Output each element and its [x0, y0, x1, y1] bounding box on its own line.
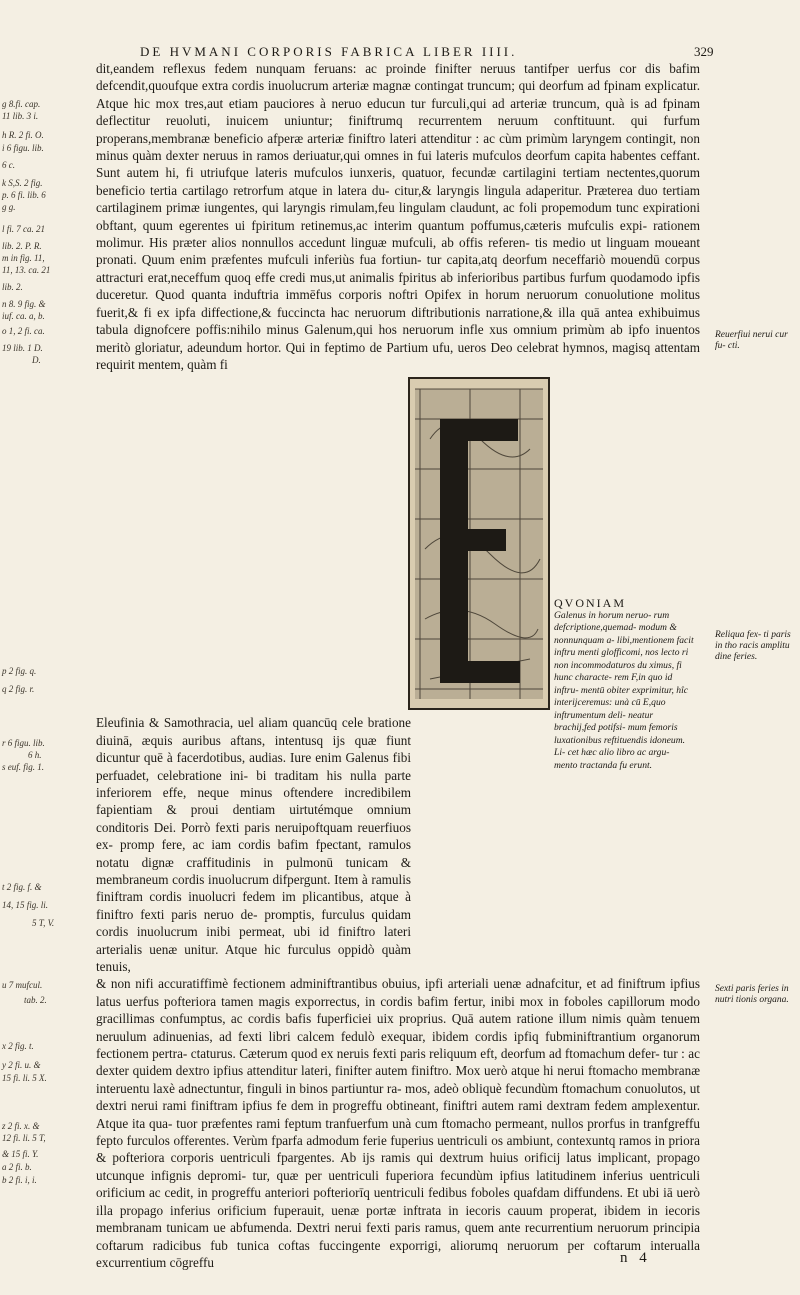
left-note: 5 T, V.	[32, 918, 55, 928]
left-note: i 6 figu. lib.	[2, 143, 44, 153]
left-note: 12 fi. li. 5 T,	[2, 1133, 46, 1143]
left-note: u 7 mufcul.	[2, 980, 43, 990]
left-note: tab. 2.	[24, 995, 47, 1005]
left-note: D.	[32, 355, 41, 365]
right-note: Sexti paris feries in nutri tionis organa.	[715, 984, 789, 1005]
left-note: p 2 fig. q.	[2, 666, 37, 676]
paragraph: dit,eandem reflexus fedem nunquam feruans: ac proinde finifter neruus tantifper uerfus cor dis bafim defcendit,quoufque extra cordis inuolucrum arteriæ magnæ contingat truncum; qui deorfum ad fpinam explicatur. Atque hic mox tres,aut etiam pauciores à neruo educun tur furculi,qui ad arteriæ truncum, quà is ad fpinam deflectitur reuoluti, inuicem uniuntur; finiftrumq recurrentem neruum conftituunt. qui furfum properans,membranæ beneficio afperæ arteriæ finiftro lateri attenditur : ac cùm primùm laryngem contingit, non minus quàm dexter neruus in ramos deriuatur,qui omnes in fui lateris mufculos deorfum capita habentes ceffant. Sunt autem hi, fi utriufque lateris mufculos iunxeris, quatuor, fecundæ cartilagini tertiam nectentes,quorum beneficio tertia cartilago retrorfum atque in latera du- citur,& laryngis lingula adaperitur. Præterea duo tertiam cartilaginem primæ iungentes, qui laryngis rimulam,feu lingulam claudunt, ac foli propemodum tunc expirationi obftant, quum egerentes ui fpiritum retinemus,ac interim quantum poffumus,cæteris mufculis expi- rationem molimur. His præter alios nonnullos accedunt linguæ mufculi, ab offis referen- tis medio ut linguam moueant pronati. Quum enim præfentes mufculi inferiùs fua fortiun- tur capita,atq deorfum neceffariò mouendū corpus attracturi erat,neceffum quoq effe credi mus,ut animalis fpiritus ab inferioribus partibus furfum quodamodo ipfis duceretur. Quod quanta induftria immēfus corporis noftri Opifex in horum neruorum conuolutione molitus fuerit,& fi ex ipfa diffectione,& fuccincta hac neruorum diftributionis narratione,& illa quā antea exhibuimus tabula dignofcere poffis:nihilo minus Galenum,qui hos neruorum infle xus omnium primùm ab ipfo inuentos meritò gloriatur, adeundum hortor. Qui in feptimo de Partium ufu, ueros Deo celebrat hymnos, magisq attentam requirit mentem, quàm fi	[96, 61, 700, 372]
left-note: b 2 fi. i, i.	[2, 1175, 37, 1185]
page-number: 329	[694, 44, 714, 59]
signature-mark: n 4	[620, 1250, 651, 1266]
left-note: & 15 fi. Y.	[2, 1149, 39, 1159]
left-note: g 8.fi. cap.	[2, 99, 41, 109]
left-note: r 6 figu. lib.	[2, 738, 45, 748]
left-note: y 2 fi. u. &	[2, 1060, 41, 1070]
left-note: s euf. fig. 1.	[2, 762, 44, 772]
initial-caption	[554, 597, 694, 772]
left-note: m in fig. 11,	[2, 253, 45, 263]
left-note: k S,S. 2 fig.	[2, 178, 43, 188]
left-note: t 2 fig. f. &	[2, 882, 42, 892]
paragraph: & non nifi accuratiffimè fectionem adminiftrantibus obuius, ipfi arteriali uenæ adnafcitur, et ad finiftrum ipfius latus uerfus pofteriora tamen magis exporrectus, in cordis bafim fertur, inibi mox in foboles capillorum modo gracillimas confumptus, ac cordis bafis fuperficiei uix proprius. Quā autem ratione illum nimis quàm tenuem neruulum adinuenias, ad fexti libri calcem fedulò exequar, ibidem cordis ipfiq fubminiftrantium organorum fectionem pertra- ctaturus. Cæterum quod ex neruis fexti paris reliquum eft, deorfum ad ftomachum defer- tur : ac dexter quidem dextro ipfius attenditur lateri, finifter autem finiftro. Mox uerò atque hi nerui ftomacho membranæ interuentu laxè adnectuntur, finguli in binos partiuntur ra- mos, adeò obliquè fecundùm ftomachum conuolutos, ut dextri nerui rami finiftram ipfius fe dem in progreffu obtineant, finiftri autem rami dextram fedem amplexentur. Atque ita qua- tuor præfentes rami feptum tranfuerfum unà cum ftomacho permeant, nullos prorfus in tranfgreffu fepto furculos offerentes. Verùm fparfa admodum ferie fuperius uentriculi os ambiunt, contexuntq ramos in priora & pofteriora corporis uentriculi fpargentes. Ab ijs ramis qui dextrum huius orificij latus implicant, propago utcunque infignis depromi- tur, quæ per uentriculi fuperiora fecundùm ipfius latitudinem inferius uentriculi orificium ac cedit, in progreffu anteriori pofteriorīq uentriculi fedibus foboles quafdam diffundens. Et ubi iā uerò illa propago inferius orificium fuperauit, uenæ portæ inftrata in iecoris cauum properat, ibidem in iecoris membranam tunicam ue abfumenda. Dextri nerui fexti paris ramus, quem ante recurrentium neruorum principia coftarum radicibus fub tunica coftas fuccingente exporrigi, aliorumq neruorum per coftarum interualla excurrentium cōgreffu	[96, 976, 700, 1270]
left-note: l fi. 7 ca. 21	[2, 224, 45, 234]
left-note: x 2 fig. t.	[2, 1041, 34, 1051]
right-note: Reuerfiui nerui cur fu- cti.	[715, 330, 788, 351]
left-note: o 1, 2 fi. ca.	[2, 326, 45, 336]
decorated-initial	[408, 377, 550, 710]
left-note: q 2 fig. r.	[2, 684, 35, 694]
right-note: Reliqua fex- ti paris in tho racis amplitu dine feries.	[715, 630, 791, 662]
left-note: lib. 2. P. R.	[2, 241, 42, 251]
left-note: a 2 fi. b.	[2, 1162, 32, 1172]
caption-text: Galenus in horum neruo- rum defcriptione,quemad- modum & nonnunquam a- libi,mentionem facit inftru menti glofficomi, nos lecto ri non incommodaturos du ximus, fi hunc characte- rem F,in quo id inftru- mentū obiter exprimitur, hîc interijceremus: unà cū E,quo inftrumentum deli- neatur brachij,fed potifsi- mum femoris luxationibus reftituendis idoneum. Li- cet hæc alio libro ac argu- mento tractanda fu erunt.	[554, 609, 694, 771]
left-note: iuf. ca. a, b.	[2, 311, 45, 321]
left-note: 11 lib. 3 i.	[2, 111, 39, 121]
paragraph: Eleufinia & Samothracia, uel aliam quancūq cele bratione diuinā, æquis auribus aftans, intentusq ijs quæ fiunt dicuntur quē à facerdotibus, audias. Iure enim Galenus fibi perfuadet, celebratione ini- bi traditam his nulla parte inferiorem effe, neque minus oftendere incredibilem fapientiam & proui dentiam uirtutémque omnium conditoris Dei. Porrò fexti paris neruipoftquam reuerfiuos ex- promp fere, ac iam cordis bafim fpectant, ramulos notatu dignæ craffitudinis in pulmonū tunicam & membraneum cordis inuolucrum difpergunt. Item à ramulis finiftram cordis inuolucri fedem im plicantibus, atque à finiftro fexti paris neruo de- promptis, furculus quidam cordis inuolucrum inibi permeat, ubi id finiftro lateri arterialis uenæ unitur. Atque hic furculus oppidò quàm tenuis,	[96, 715, 411, 974]
left-note: 11, 13. ca. 21	[2, 265, 51, 275]
left-note: 14, 15 fig. li.	[2, 900, 49, 910]
running-head: DE HVMANI CORPORIS FABRICA LIBER IIII.	[140, 44, 518, 59]
left-note: g g.	[2, 202, 16, 212]
woodcut-initial-illustration	[410, 379, 548, 708]
left-note: n 8. 9 fig. &	[2, 299, 46, 309]
left-note: h R. 2 fi. O.	[2, 130, 44, 140]
left-note: 15 fi. li. 5 X.	[2, 1073, 47, 1083]
caption-heading: QVONIAM	[554, 596, 626, 610]
left-note: lib. 2.	[2, 282, 23, 292]
left-note: z 2 fi. x. &	[2, 1121, 40, 1131]
left-note: 6 h.	[28, 750, 42, 760]
left-note: 6 c.	[2, 160, 15, 170]
left-note: 19 lib. 1 D.	[2, 343, 43, 353]
left-note: p. 6 fi. lib. 6	[2, 190, 46, 200]
